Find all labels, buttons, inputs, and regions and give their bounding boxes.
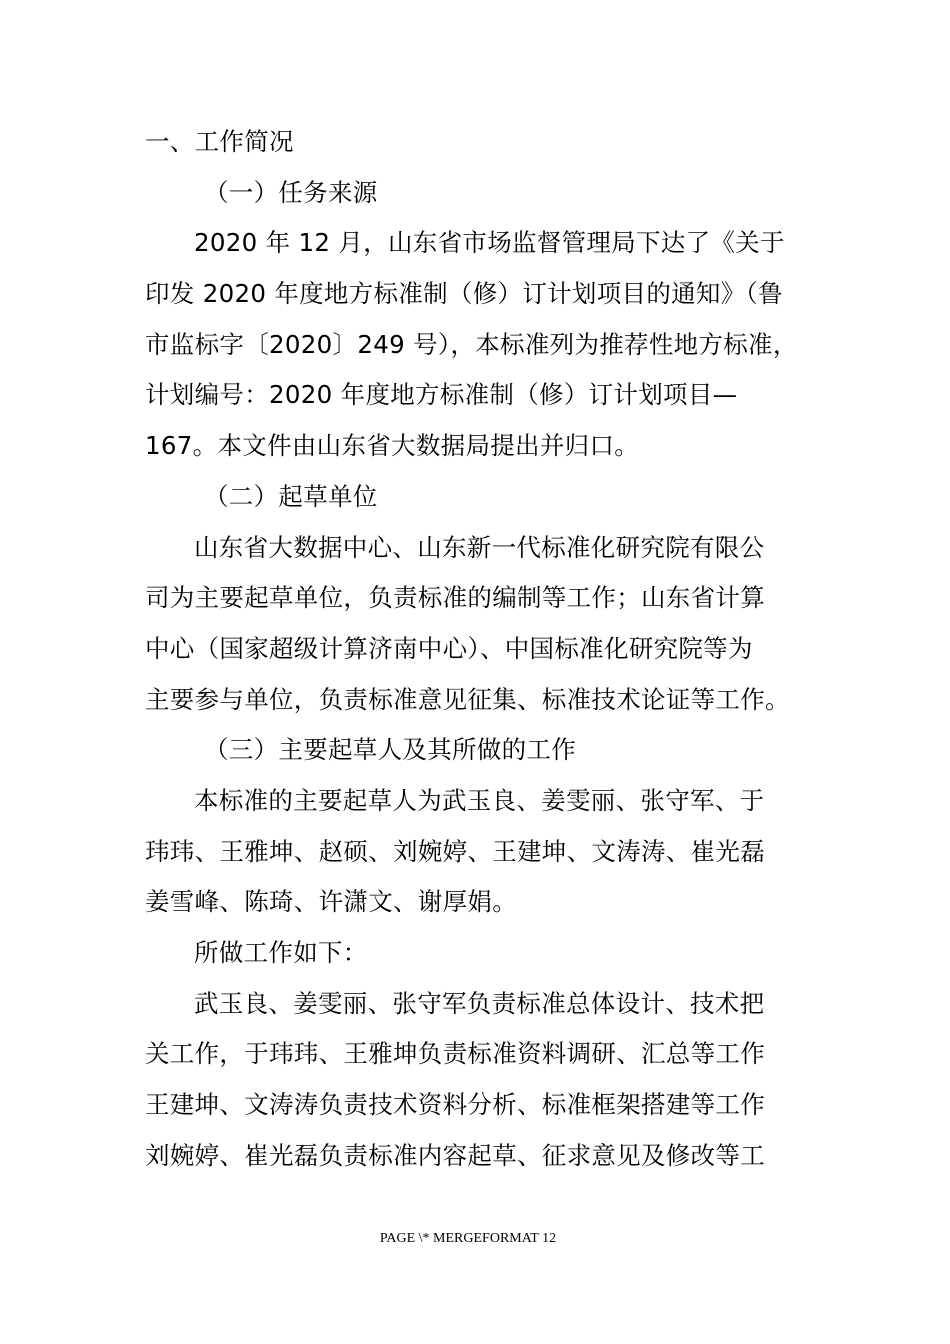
paragraph-line: 印发 2020 年度地方标准制（修）订计划项目的通知》（鲁 bbox=[145, 279, 783, 309]
paragraph-line: 中心（国家超级计算济南中心）、中国标准化研究院等为 bbox=[145, 633, 753, 663]
paragraph-line: 山东省大数据中心、山东新一代标准化研究院有限公 bbox=[194, 532, 765, 562]
paragraph-line: 2020 年 12 月，山东省市场监督管理局下达了《关于 bbox=[194, 228, 785, 258]
page-footer: PAGE \* MERGEFORMAT 12 bbox=[379, 1231, 557, 1246]
paragraph-line: 计划编号：2020 年度地方标准制（修）订计划项目— bbox=[145, 380, 738, 410]
paragraph-line: 本标准的主要起草人为武玉良、姜雯丽、张守军、于 bbox=[194, 785, 765, 815]
subsection-heading: （一）任务来源 bbox=[204, 177, 378, 207]
paragraph-line: 市监标字〔2020〕249 号），本标准列为推荐性地方标准， bbox=[145, 329, 798, 359]
paragraph-line: 王建坤、文涛涛负责技术资料分析、标准框架搭建等工作 bbox=[145, 1090, 765, 1120]
document-body bbox=[145, 124, 825, 1188]
paragraph-line: 167。本文件由山东省大数据局提出并归口。 bbox=[145, 431, 640, 461]
subsection-heading: （二）起草单位 bbox=[204, 481, 378, 511]
paragraph-line: 关工作，于玮玮、王雅坤负责标准资料调研、汇总等工作 bbox=[145, 1039, 765, 1069]
paragraph-line: 武玉良、姜雯丽、张守军负责标准总体设计、技术把 bbox=[194, 988, 765, 1018]
paragraph-line: 姜雪峰、陈琦、许潇文、谢厚娟。 bbox=[145, 887, 517, 917]
paragraph-line: 刘婉婷、崔光磊负责标准内容起草、征求意见及修改等工 bbox=[145, 1140, 765, 1170]
paragraph-line: 所做工作如下： bbox=[194, 938, 368, 967]
paragraph-line: 主要参与单位，负责标准意见征集、标准技术论证等工作。 bbox=[145, 684, 790, 714]
paragraph-line: 司为主要起草单位，负责标准的编制等工作；山东省计算 bbox=[145, 583, 765, 613]
paragraph-line: 玮玮、王雅坤、赵硕、刘婉婷、王建坤、文涛涛、崔光磊 bbox=[145, 836, 765, 866]
section-heading: 一、工作简况 bbox=[145, 127, 294, 156]
subsection-heading: （三）主要起草人及其所做的工作 bbox=[204, 735, 576, 765]
